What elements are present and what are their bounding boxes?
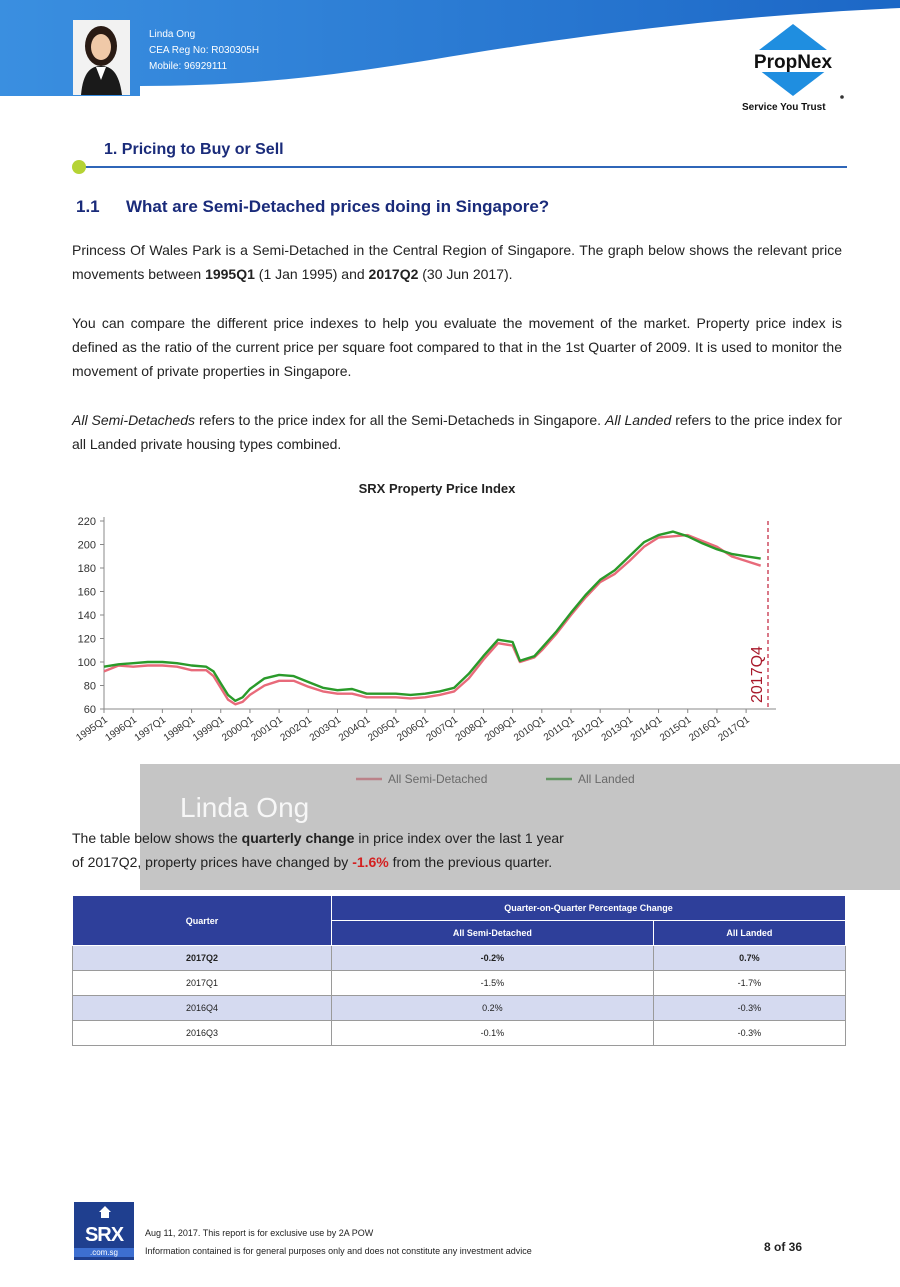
table-intro-paragraph xyxy=(72,826,842,874)
subsection-number: 1.1 xyxy=(76,197,100,216)
y-tick-label: 200 xyxy=(77,539,96,552)
x-tick-label: 2017Q1 xyxy=(716,714,752,744)
x-tick-label: 2009Q1 xyxy=(482,714,519,744)
table-row xyxy=(73,1021,846,1046)
srx-logo-text: SRX xyxy=(84,1224,124,1246)
y-tick-label: 140 xyxy=(77,610,96,622)
x-tick-label: 1998Q1 xyxy=(161,714,198,744)
header-quarter: Quarter xyxy=(73,896,332,946)
start-quarter: 1995Q1 xyxy=(205,266,255,282)
header-group: Quarter-on-Quarter Percentage Change xyxy=(332,896,846,921)
series-line xyxy=(104,532,761,701)
x-tick-label: 1995Q1 xyxy=(74,714,110,744)
semi-cell: -0.2% xyxy=(332,946,654,971)
table-row xyxy=(73,946,846,971)
y-tick-label: 60 xyxy=(83,704,96,716)
x-tick-label: 2004Q1 xyxy=(336,714,373,744)
x-tick-label: 1996Q1 xyxy=(103,714,139,744)
header-landed: All Landed xyxy=(653,921,845,946)
semi-cell: -0.1% xyxy=(332,1021,654,1046)
subsection-title: What are Semi-Detached prices doing in Singapore? xyxy=(126,197,550,216)
semi-cell: 0.2% xyxy=(332,996,654,1021)
agent-photo xyxy=(73,20,130,95)
x-tick-label: 2016Q1 xyxy=(687,714,723,744)
quarter-cell: 2016Q3 xyxy=(73,1021,332,1046)
x-tick-label: 2014Q1 xyxy=(628,714,665,744)
y-tick-label: 220 xyxy=(77,516,96,528)
quarter-cell: 2017Q2 xyxy=(73,946,332,971)
x-tick-label: 2012Q1 xyxy=(570,714,606,744)
logo-tagline: Service You Trust xyxy=(742,102,826,113)
landed-cell: -0.3% xyxy=(653,996,845,1021)
term-semi-detached: All Semi-Detacheds xyxy=(72,412,195,428)
landed-cell: 0.7% xyxy=(653,946,845,971)
x-tick-label: 2007Q1 xyxy=(424,714,460,744)
table-row xyxy=(73,996,846,1021)
landed-cell: -1.7% xyxy=(653,971,845,996)
x-tick-label: 2015Q1 xyxy=(657,714,694,744)
agent-name: Linda Ong xyxy=(149,29,196,40)
x-tick-label: 2013Q1 xyxy=(599,714,636,744)
page-number: 8 of 36 xyxy=(764,1240,803,1254)
table-intro-text-3: of 2017Q2, property prices have changed by xyxy=(72,854,353,870)
definition-text: refers to the price index for all the Semi-Detacheds in Singapore. xyxy=(195,412,606,428)
x-tick-label: 2010Q1 xyxy=(512,714,548,744)
quarterly-change-value: -1.6% xyxy=(352,854,389,870)
x-tick-label: 2008Q1 xyxy=(453,714,490,744)
chart-title: SRX Property Price Index xyxy=(358,481,516,496)
index-explanation-paragraph: You can compare the different price indexes to help you evaluate the movement of the market. Property price index is defined as the ratio of the current price per square foot compared to that in the 1st Quarter of 2009. It is used to monitor the movement of private properties in Singapore. xyxy=(72,315,842,379)
intro-text: Princess Of Wales Park is a Semi-Detached in the Central Region of Singapore. The graph below shows the relevant price movements between xyxy=(72,242,842,282)
y-tick-label: 80 xyxy=(83,680,96,693)
y-tick-label: 120 xyxy=(77,633,96,646)
srx-logo xyxy=(74,1202,134,1260)
section-divider xyxy=(80,166,847,168)
end-quarter: 2017Q2 xyxy=(368,266,419,282)
watermark-text: Linda Ong xyxy=(180,792,310,823)
y-tick-label: 180 xyxy=(77,563,96,575)
x-tick-label: 2001Q1 xyxy=(249,714,285,744)
quarter-cell: 2017Q1 xyxy=(73,971,332,996)
definition-text-2: refers to the price index for all Landed private housing types combined. xyxy=(72,412,843,452)
intro-text-3: (30 Jun 2017). xyxy=(418,266,513,282)
quarterly-change-table xyxy=(72,895,846,1046)
x-tick-label: 2011Q1 xyxy=(541,714,577,744)
logo-text: PropNex xyxy=(753,52,833,73)
semi-cell: -1.5% xyxy=(332,971,654,996)
y-tick-label: 160 xyxy=(77,586,96,599)
house-icon xyxy=(98,1205,112,1219)
footer-date-line: Aug 11, 2017. This report is for exclusive use by 2A POW xyxy=(145,1228,374,1238)
x-tick-label: 2005Q1 xyxy=(366,714,402,744)
x-tick-label: 2002Q1 xyxy=(278,714,315,744)
table-row xyxy=(73,971,846,996)
agent-mobile: Mobile: 96929111 xyxy=(149,61,228,72)
quarterly-change-term: quarterly change xyxy=(241,830,355,846)
x-tick-label: 2003Q1 xyxy=(307,714,344,744)
subsection-heading xyxy=(76,197,549,217)
table-intro-text: The table below shows the xyxy=(72,830,242,846)
forecast-marker-label: 2017Q4 xyxy=(749,646,766,703)
series-line xyxy=(104,535,761,704)
x-tick-label: 1999Q1 xyxy=(191,714,227,744)
price-index-chart xyxy=(60,505,860,800)
definitions-paragraph xyxy=(72,408,842,456)
header-semi-detached: All Semi-Detached xyxy=(332,921,654,946)
footer-disclaimer: Information contained is for general purposes only and does not constitute any investment advice xyxy=(145,1246,532,1256)
quarter-cell: 2016Q4 xyxy=(73,996,332,1021)
section-bullet-dot xyxy=(72,160,86,174)
y-tick-label: 100 xyxy=(77,657,96,669)
x-tick-label: 2006Q1 xyxy=(395,714,431,744)
srx-logo-domain: .com.sg xyxy=(74,1248,134,1257)
table-intro-text-4: from the previous quarter. xyxy=(388,854,553,870)
agent-info xyxy=(149,27,259,75)
intro-text-2: (1 Jan 1995) and xyxy=(254,266,369,282)
table-intro-text-2: in price index over the last 1 year xyxy=(354,830,564,846)
term-landed: All Landed xyxy=(605,412,672,428)
intro-paragraph xyxy=(72,238,842,286)
x-tick-label: 2000Q1 xyxy=(220,714,256,744)
x-tick-label: 1997Q1 xyxy=(132,714,169,744)
landed-cell: -0.3% xyxy=(653,1021,845,1046)
agent-cea: CEA Reg No: R030305H xyxy=(149,45,260,56)
section-heading: 1. Pricing to Buy or Sell xyxy=(104,141,284,158)
